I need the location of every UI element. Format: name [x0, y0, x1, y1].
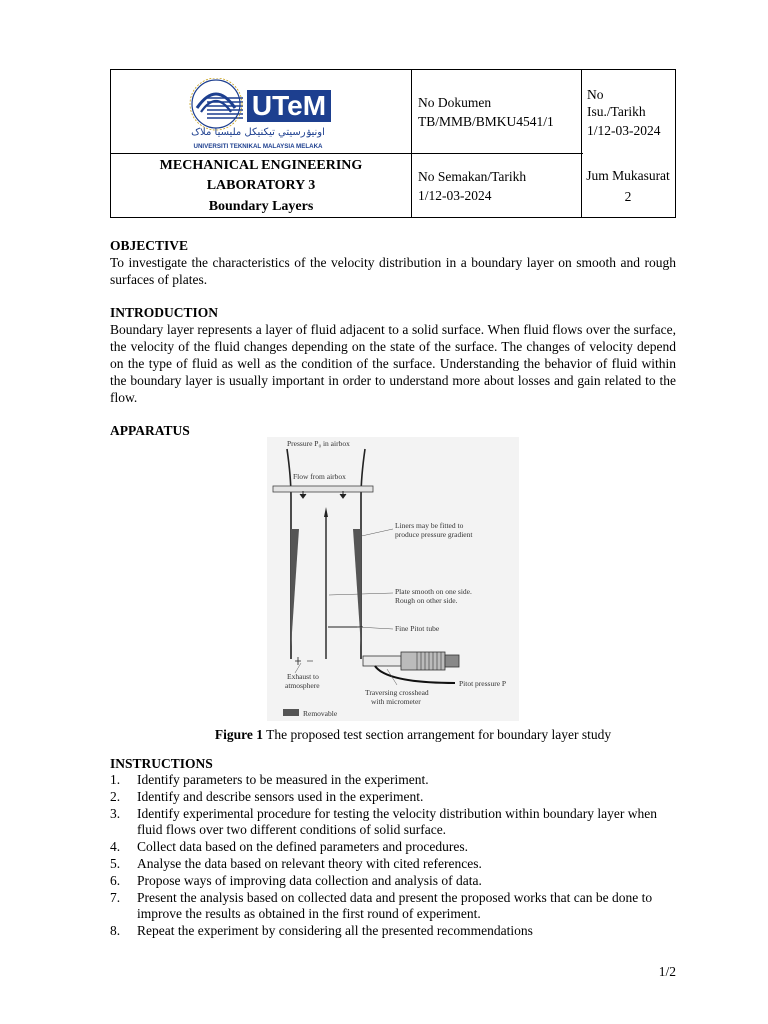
- revision-cell: [418, 168, 526, 204]
- pages-cell: [581, 167, 675, 205]
- label-traverse-1: Traversing crosshead: [365, 688, 429, 697]
- list-item: 6. Propose ways of improving data collection and analysis of data.: [110, 872, 482, 888]
- traverse-crosshead: [363, 656, 401, 666]
- list-item: 1. Identify parameters to be measured in the experiment.: [110, 772, 429, 787]
- utem-brand-text: UTeM: [251, 90, 327, 121]
- left-wall: [287, 449, 291, 659]
- apparatus-heading: APPARATUS: [110, 423, 190, 438]
- lab-title-line1: MECHANICAL ENGINEERING: [159, 158, 363, 173]
- objective-heading: OBJECTIVE: [110, 238, 189, 253]
- label-liners-1: Liners may be fitted to: [395, 521, 464, 530]
- pages-label: Jum Mukasurat: [586, 168, 670, 183]
- apparatus-figure: [267, 437, 519, 721]
- list-item: 2. Identify and describe sensors used in the experiment.: [110, 788, 424, 804]
- label-plate-1: Plate smooth on one side.: [395, 587, 472, 596]
- issue-label-line1: No: [587, 87, 604, 102]
- micrometer-body: [401, 652, 445, 670]
- label-exhaust-2: atmosphere: [285, 681, 320, 690]
- label-flow: Flow from airbox: [293, 472, 346, 481]
- micrometer-knob: [445, 655, 459, 667]
- label-removable: Removable: [303, 709, 338, 718]
- issue-cell: [587, 86, 661, 139]
- introduction-heading: INTRODUCTION: [110, 305, 219, 320]
- document-header-table: [110, 69, 676, 218]
- left-liner: [291, 529, 299, 647]
- pages-value: 2: [624, 189, 632, 204]
- table-divider: [111, 153, 583, 154]
- plate-tip: [324, 507, 328, 517]
- figure-caption: [110, 727, 716, 743]
- boundary-layer-apparatus-diagram: [267, 437, 519, 721]
- utem-logo: [183, 78, 333, 154]
- doc-no-value: TB/MMB/BMKU4541/1: [418, 114, 554, 129]
- label-liners-2: produce pressure gradient: [395, 530, 473, 539]
- list-item: 7. Present the analysis based on collected data and present the proposed works that can be done to improve the results as obtained in the first round of experiment.: [110, 889, 653, 922]
- list-item: 5. Analyse the data based on relevant theory with cited references.: [110, 855, 482, 871]
- label-pressure-airbox: Pressure P₀ in airbox: [287, 439, 350, 448]
- label-plate-2: Rough on other side.: [395, 596, 458, 605]
- instructions-heading: INSTRUCTIONS: [110, 756, 213, 771]
- issue-label-line2: Isu./Tarikh: [587, 104, 646, 119]
- issue-value: 1/12-03-2024: [587, 123, 661, 138]
- instructions-section: [110, 755, 676, 772]
- exhaust-marker: [295, 657, 301, 665]
- doc-no-label: No Dokumen: [418, 95, 492, 110]
- lab-title-line2: LABORATORY 3: [206, 178, 316, 193]
- figure-caption-label: Figure 1: [214, 727, 264, 742]
- flange-bar: [273, 486, 373, 492]
- removable-legend-swatch: [283, 709, 299, 716]
- list-item: 8. Repeat the experiment by considering all the presented recommendations: [110, 923, 533, 939]
- instructions-list: [110, 772, 676, 940]
- utem-jawi-text: اونيۏرسيتي تيکنيکل مليسيا ملاک: [191, 127, 325, 138]
- label-traverse-2: with micrometer: [371, 697, 421, 706]
- right-liner: [353, 529, 361, 647]
- objective-text: To investigate the characteristics of the velocity distribution in a boundary layer on smooth and rough surfaces of plates.: [110, 255, 676, 287]
- list-item: 3. Identify experimental procedure for testing the velocity distribution within boundary layer when fluid flows over two different conditions of solid surface.: [110, 805, 657, 838]
- doc-no-cell: [418, 94, 554, 130]
- introduction-section: [110, 304, 676, 406]
- introduction-text: Boundary layer represents a layer of fluid adjacent to a solid surface. When fluid flows over the surface, the velocity of the fluid changes depending on the state of the surface. The changes of velocity depend on the type of fluid as well as the condition of the surface. Understanding the behavior of fluid within the boundary layer is usually important in order to understand more about losses and gain related to the flow.: [110, 322, 676, 405]
- objective-section: [110, 237, 676, 288]
- list-item: 4. Collect data based on the defined parameters and procedures.: [110, 839, 468, 855]
- figure-caption-text: The proposed test section arrangement for boundary layer study: [263, 727, 612, 742]
- page-number: 1/2: [658, 964, 676, 979]
- lab-title-line3: Boundary Layers: [208, 199, 314, 214]
- revision-label: No Semakan/Tarikh: [418, 169, 527, 184]
- label-pitot: Fine Pitot tube: [395, 624, 440, 633]
- utem-university-name: UNIVERSITI TEKNIKAL MALAYSIA MELAKA: [193, 143, 323, 150]
- label-exhaust-1: Exhaust to: [287, 672, 319, 681]
- label-pitot-pressure: Pitot pressure P: [459, 679, 507, 688]
- revision-value: 1/12-03-2024: [418, 188, 492, 203]
- table-divider: [411, 70, 412, 217]
